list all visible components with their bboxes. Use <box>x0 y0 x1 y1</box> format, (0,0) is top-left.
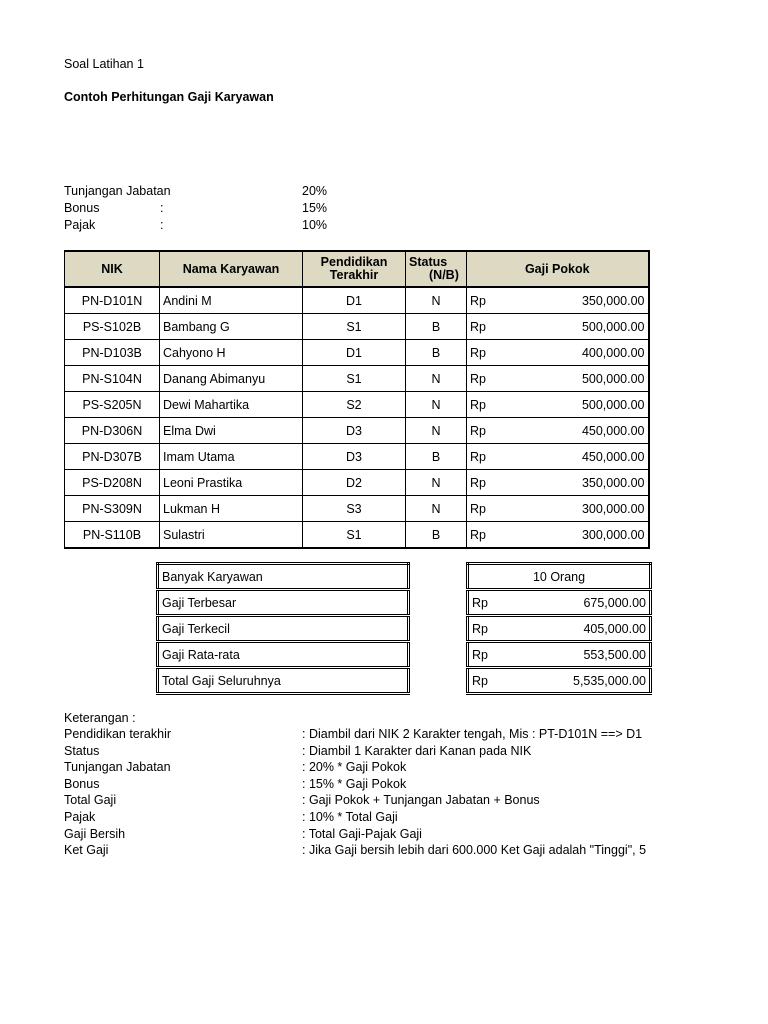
cell-nama: Sulastri <box>160 522 303 549</box>
summary-label: Gaji Terkecil <box>158 616 409 642</box>
table-row <box>65 340 649 366</box>
cell-currency: Rp <box>467 496 507 522</box>
cell-gaji-pokok: 300,000.00 <box>507 496 649 522</box>
table-row <box>65 496 649 522</box>
param-colon: : <box>160 218 164 232</box>
header-status-line2: (N/B) <box>429 268 459 282</box>
table-body <box>65 287 649 548</box>
cell-gaji-pokok: 350,000.00 <box>507 287 649 314</box>
document-title: Soal Latihan 1 <box>64 57 144 71</box>
note-label: Status <box>64 743 100 758</box>
table-row <box>65 444 649 470</box>
cell-nik: PN-D306N <box>65 418 160 444</box>
note-label: Gaji Bersih <box>64 826 126 841</box>
cell-pendidikan: S2 <box>303 392 406 418</box>
table-row <box>65 522 649 549</box>
cell-pendidikan: D1 <box>303 287 406 314</box>
summary-value-row <box>468 616 651 642</box>
cell-nik: PN-D307B <box>65 444 160 470</box>
note-label: Total Gaji <box>64 793 117 808</box>
summary-currency: Rp <box>468 616 526 642</box>
summary-value: 5,535,000.00 <box>525 668 651 694</box>
cell-nama: Bambang G <box>160 314 303 340</box>
cell-pendidikan: D1 <box>303 340 406 366</box>
cell-pendidikan: D2 <box>303 470 406 496</box>
param-value: 20% <box>302 184 328 198</box>
param-label: Bonus <box>64 201 100 215</box>
cell-nama: Dewi Mahartika <box>160 392 303 418</box>
cell-status: B <box>406 340 467 366</box>
note-value: : 20% * Gaji Pokok <box>302 760 407 775</box>
cell-pendidikan: S1 <box>303 522 406 549</box>
cell-nama: Cahyono H <box>160 340 303 366</box>
cell-gaji-pokok: 500,000.00 <box>507 314 649 340</box>
summary-currency: Rp <box>468 668 526 694</box>
table-row <box>65 287 649 314</box>
summary-value: 675,000.00 <box>525 590 651 616</box>
cell-status: B <box>406 314 467 340</box>
cell-nama: Danang Abimanyu <box>160 366 303 392</box>
cell-nik: PS-S205N <box>65 392 160 418</box>
cell-nama: Andini M <box>160 287 303 314</box>
cell-currency: Rp <box>467 418 507 444</box>
cell-nama: Leoni Prastika <box>160 470 303 496</box>
cell-gaji-pokok: 450,000.00 <box>507 444 649 470</box>
cell-currency: Rp <box>467 392 507 418</box>
cell-status: N <box>406 470 467 496</box>
cell-currency: Rp <box>467 340 507 366</box>
header-status <box>406 251 467 287</box>
cell-currency: Rp <box>467 287 507 314</box>
cell-gaji-pokok: 300,000.00 <box>507 522 649 549</box>
cell-status: N <box>406 418 467 444</box>
header-gaji-pokok: Gaji Pokok <box>467 251 649 287</box>
summary-value-row <box>468 642 651 668</box>
cell-nik: PN-D101N <box>65 287 160 314</box>
note-value: : Gaji Pokok + Tunjangan Jabatan + Bonus <box>302 793 540 808</box>
cell-nama: Imam Utama <box>160 444 303 470</box>
summary-currency: Rp <box>468 642 526 668</box>
param-value: 15% <box>302 201 328 215</box>
cell-currency: Rp <box>467 470 507 496</box>
cell-currency: Rp <box>467 444 507 470</box>
summary-values <box>466 562 652 695</box>
cell-nik: PN-S309N <box>65 496 160 522</box>
param-label: Tunjangan Jabatan <box>64 184 171 198</box>
cell-nik: PS-S102B <box>65 314 160 340</box>
cell-nama: Elma Dwi <box>160 418 303 444</box>
cell-currency: Rp <box>467 366 507 392</box>
header-pendidikan-line1: Pendidikan <box>320 255 388 269</box>
note-value: : Jika Gaji bersih lebih dari 600.000 Ket Gaji adalah "Tinggi", 5 <box>302 843 647 858</box>
cell-gaji-pokok: 350,000.00 <box>507 470 649 496</box>
cell-status: N <box>406 287 467 314</box>
cell-pendidikan: S3 <box>303 496 406 522</box>
cell-currency: Rp <box>467 522 507 549</box>
summary-value-row <box>468 668 651 694</box>
cell-currency: Rp <box>467 314 507 340</box>
table-row <box>65 392 649 418</box>
cell-nik: PN-D103B <box>65 340 160 366</box>
table-row <box>65 314 649 340</box>
cell-status: B <box>406 522 467 549</box>
cell-gaji-pokok: 500,000.00 <box>507 392 649 418</box>
summary-label: Total Gaji Seluruhnya <box>158 668 409 694</box>
cell-status: N <box>406 366 467 392</box>
note-label: Bonus <box>64 776 100 791</box>
note-value: : Total Gaji-Pajak Gaji <box>302 826 422 841</box>
table-row <box>65 366 649 392</box>
cell-pendidikan: S1 <box>303 366 406 392</box>
summary-label: Gaji Terbesar <box>158 590 409 616</box>
salary-table <box>64 250 650 549</box>
summary-row <box>158 564 409 590</box>
summary-value: 553,500.00 <box>525 642 651 668</box>
note-value: : 15% * Gaji Pokok <box>302 776 407 791</box>
note-label: Tunjangan Jabatan <box>64 760 171 775</box>
note-label: Pendidikan terakhir <box>64 727 172 741</box>
cell-nik: PS-D208N <box>65 470 160 496</box>
summary-value-row <box>468 564 651 590</box>
summary-row <box>158 590 409 616</box>
note-label: Pajak <box>64 810 96 824</box>
note-value: : 10% * Total Gaji <box>302 810 398 824</box>
summary-value: 405,000.00 <box>525 616 651 642</box>
cell-nik: PN-S104N <box>65 366 160 392</box>
summary-value: 10 Orang <box>468 564 651 590</box>
cell-gaji-pokok: 500,000.00 <box>507 366 649 392</box>
summary-row <box>158 642 409 668</box>
summary-labels <box>156 562 410 695</box>
param-label: Pajak <box>64 218 96 232</box>
cell-status: N <box>406 496 467 522</box>
summary-row <box>158 668 409 694</box>
summary-value-row <box>468 590 651 616</box>
param-colon: : <box>160 201 164 215</box>
note-value: : Diambil 1 Karakter dari Kanan pada NIK <box>302 743 532 758</box>
param-value: 10% <box>302 218 328 232</box>
summary-label: Gaji Rata-rata <box>158 642 409 668</box>
note-value: : Diambil dari NIK 2 Karakter tengah, Mis : PT-D101N ==> D1 <box>302 727 643 741</box>
header-pendidikan <box>303 251 406 287</box>
note-label: Ket Gaji <box>64 843 109 858</box>
summary-row <box>158 616 409 642</box>
summary-label: Banyak Karyawan <box>158 564 409 590</box>
cell-status: N <box>406 392 467 418</box>
header-status-line1: Status <box>409 255 448 269</box>
cell-gaji-pokok: 400,000.00 <box>507 340 649 366</box>
table-header-row <box>65 251 649 287</box>
notes-heading: Keterangan : <box>64 711 136 725</box>
summary-currency: Rp <box>468 590 526 616</box>
header-pendidikan-line2: Terakhir <box>329 268 379 282</box>
header-nik: NIK <box>65 251 160 287</box>
cell-status: B <box>406 444 467 470</box>
cell-nik: PN-S110B <box>65 522 160 549</box>
table-row <box>65 470 649 496</box>
cell-pendidikan: D3 <box>303 418 406 444</box>
cell-gaji-pokok: 450,000.00 <box>507 418 649 444</box>
cell-pendidikan: D3 <box>303 444 406 470</box>
cell-nama: Lukman H <box>160 496 303 522</box>
table-row <box>65 418 649 444</box>
header-nama: Nama Karyawan <box>160 251 303 287</box>
cell-pendidikan: S1 <box>303 314 406 340</box>
document-subtitle: Contoh Perhitungan Gaji Karyawan <box>64 90 274 104</box>
